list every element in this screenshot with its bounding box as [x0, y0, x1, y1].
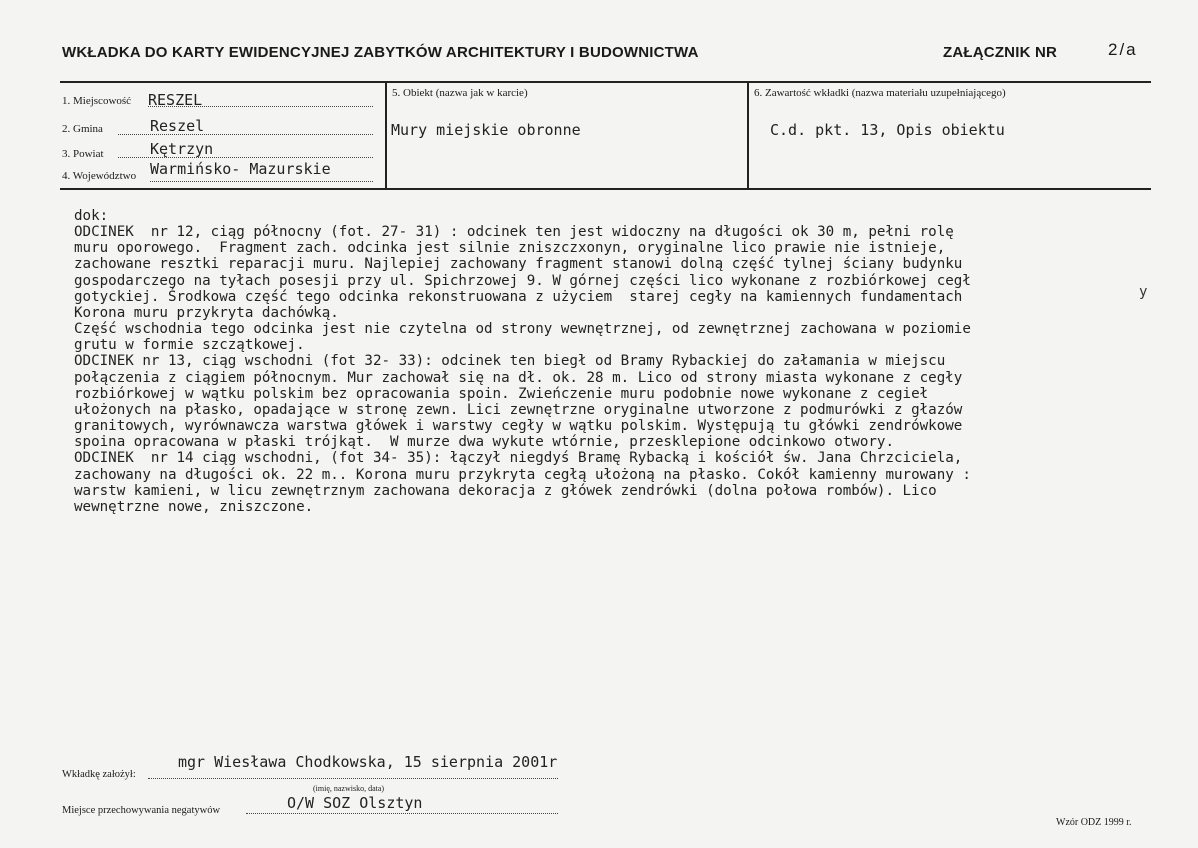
- description-line: zachowane resztki reparacji muru. Najlepiej zachowany fragment stanowi dolną część tylnej ściany budynku: [74, 256, 963, 273]
- zalozyl-value: mgr Wiesława Chodkowska, 15 sierpnia 2001r: [178, 753, 558, 771]
- description-line: wewnętrzne nowe, zniszczone.: [74, 498, 314, 515]
- field-gmina: [62, 123, 103, 135]
- description-line: spoina opracowana w płaski trójkąt. W murze dwa wykute wtórnie, przesklepione odcinkowo otwory.: [74, 434, 894, 451]
- description-line: muru oporowego. Fragment zach. odcinka jest silnie zniszczxonyn, oryginalne lico prawie nie istnieje,: [74, 240, 946, 257]
- attachment-number: 2/a: [1108, 40, 1138, 59]
- powiat-value: Kętrzyn: [150, 140, 214, 158]
- wojewodztwo-value: Warmińsko- Mazurskie: [150, 160, 331, 178]
- description-line: ODCINEK nr 13, ciąg wschodni (fot 32- 33): odcinek ten biegł od Bramy Rybackiej do załamania w miejscu: [74, 353, 946, 370]
- obiekt-value: Mury miejskie obronne: [391, 121, 581, 139]
- description-line: dok:: [74, 208, 109, 224]
- margin-note: y: [1139, 284, 1148, 300]
- obiekt-label: 5. Obiekt (nazwa jak w karcie): [392, 87, 528, 99]
- description-line: gospodarczego na tyłach posesji przy ul. Spichrzowej 9. W górnej części lico wykonane z rozbiórkowej cegł: [74, 272, 971, 289]
- column-divider-2: [747, 81, 749, 189]
- negatywy-label: Miejsce przechowywania negatywów: [62, 805, 221, 816]
- description-line: Korona muru przykryta dachówką.: [74, 304, 339, 321]
- column-divider-1: [385, 81, 387, 189]
- gmina-value: Reszel: [150, 117, 205, 135]
- field-wojewodztwo: [62, 170, 136, 182]
- gmina-label: 2. Gmina: [62, 123, 103, 135]
- zalozyl-hint: (imię, nazwisko, data): [313, 784, 385, 793]
- description-line: warstw kamieni, w licu zewnętrznym zachowana dekoracja z główek zendrówki (dolna połowa rombów). Lico: [74, 482, 937, 499]
- miejscowosc-label: 1. Miejscowość: [62, 95, 132, 107]
- zalozyl-label: Wkładkę założył:: [62, 769, 136, 780]
- description-line: połączenia z ciągiem północnym. Mur zachował się na dł. ok. 28 m. Lico od strony miasta wykonane z cegły: [74, 369, 963, 386]
- description-line: gotyckiej. Środkowa część tego odcinka rekonstruowana z użyciem starej cegły na kamiennych fundamentach: [74, 288, 963, 305]
- zawartosc-value: C.d. pkt. 13, Opis obiektu: [770, 121, 1005, 139]
- field-miejscowosc: [62, 95, 131, 107]
- zawartosc-label: 6. Zawartość wkładki (nazwa materiału uzupełniającego): [754, 87, 1006, 99]
- negatywy-dots: [246, 813, 558, 814]
- field-powiat: [62, 148, 104, 160]
- negatywy-value: O/W SOZ Olsztyn: [287, 794, 423, 812]
- wojewodztwo-dots: [150, 181, 373, 182]
- description-line: zachowany na długości ok. 22 m.. Korona muru przykryta cegłą ułożoną na płasko. Cokół kamienny murowany :: [74, 466, 971, 483]
- description-line: grutu w formie szczątkowej.: [74, 337, 305, 354]
- miejscowosc-value: RESZEL: [148, 91, 203, 109]
- description-line: Część wschodnia tego odcinka jest nie czytelna od strony wewnętrznej, od zewnętrznej zachowana w poziomie: [74, 321, 971, 338]
- description-line: ułożonych na płasko, opadające w stronę zewn. Lici zewnętrzne oryginalne utworzone z podmurówki z głazów: [74, 401, 963, 418]
- description-text: [74, 208, 1154, 515]
- top-rule: [60, 81, 1151, 83]
- wojewodztwo-label: 4. Województwo: [62, 170, 137, 182]
- description-line: rozbiórkowej w wątku polskim bez opracowania spoin. Zwieńczenie muru podobnie nowe wykonane z cegieł: [74, 385, 929, 402]
- powiat-label: 3. Powiat: [62, 148, 104, 160]
- description-line: ODCINEK nr 14 ciąg wschodni, (fot 34- 35): łączył niegdyś Bramę Rybacką i kościół św. Jana Chrzciciela,: [74, 450, 963, 467]
- form-version: Wzór ODZ 1999 r.: [1056, 817, 1132, 828]
- bottom-rule: [60, 188, 1151, 190]
- description-line: ODCINEK nr 12, ciąg północny (fot. 27- 31) : odcinek ten jest widoczny na długości ok 30 m, pełni rolę: [74, 224, 954, 241]
- description-line: granitowych, wyrównawcza warstwa główek i warstwy cegły w wątku polskim. Występują tu główki zendrówkowe: [74, 418, 963, 435]
- attachment-label: ZAŁĄCZNIK NR: [943, 44, 1058, 61]
- form-title: WKŁADKA DO KARTY EWIDENCYJNEJ ZABYTKÓW ARCHITEKTURY I BUDOWNICTWA: [62, 44, 699, 61]
- zalozyl-dots: [148, 778, 558, 779]
